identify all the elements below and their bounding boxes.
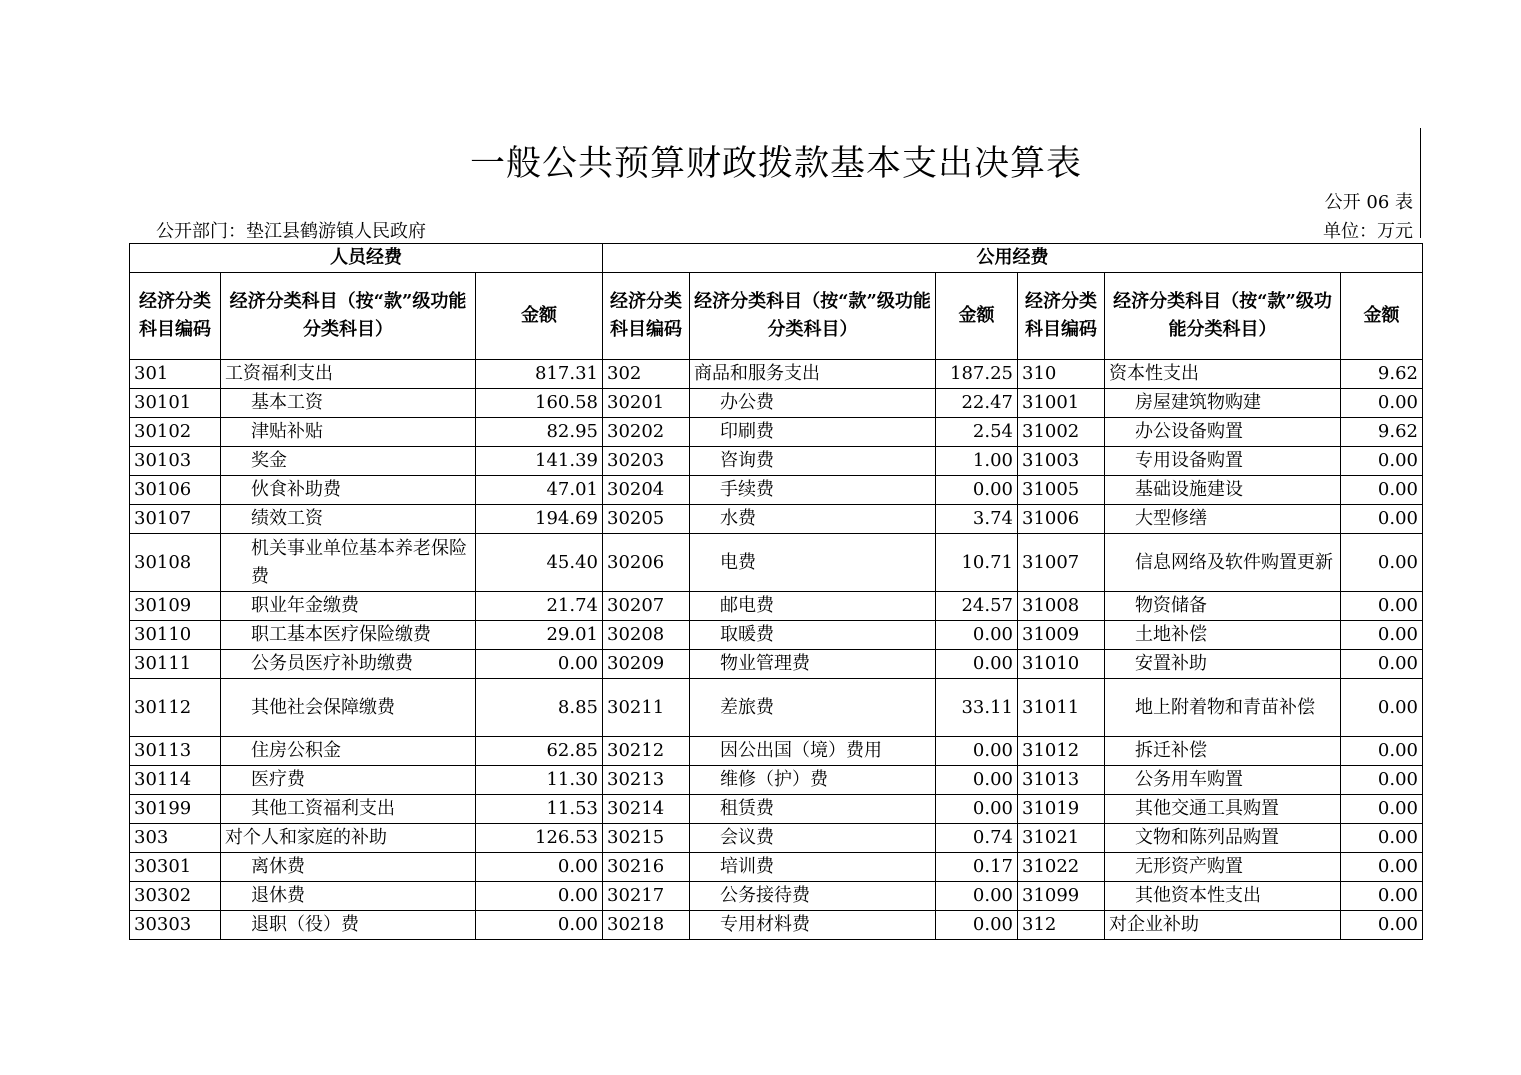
code-cell: 30215: [603, 824, 690, 853]
code-cell: 312: [1018, 911, 1105, 940]
amount-cell: 0.00: [936, 911, 1018, 940]
amount-cell: 0.00: [1341, 505, 1423, 534]
code-cell: 30211: [603, 679, 690, 737]
amount-cell: 22.47: [936, 389, 1018, 418]
amount-cell: 0.00: [936, 737, 1018, 766]
amount-cell: 0.00: [1341, 737, 1423, 766]
code-cell: 30111: [130, 650, 221, 679]
table-row: [130, 360, 1423, 389]
amount-cell: 0.00: [1341, 766, 1423, 795]
code-cell: 30107: [130, 505, 221, 534]
table-row: [130, 476, 1423, 505]
table-row: [130, 447, 1423, 476]
amount-cell: 0.00: [1341, 476, 1423, 505]
code-cell: 30212: [603, 737, 690, 766]
amount-cell: 0.00: [476, 650, 603, 679]
table-row: [130, 766, 1423, 795]
amount-cell: 29.01: [476, 621, 603, 650]
amount-cell: 187.25: [936, 360, 1018, 389]
code-cell: 30214: [603, 795, 690, 824]
code-cell: 30209: [603, 650, 690, 679]
amount-cell: 0.00: [476, 882, 603, 911]
name-cell: 办公费: [690, 389, 936, 418]
name-cell: 职工基本医疗保险缴费: [221, 621, 476, 650]
name-cell: 办公设备购置: [1105, 418, 1341, 447]
name-cell: 大型修缮: [1105, 505, 1341, 534]
amount-cell: 0.00: [1341, 534, 1423, 592]
unit-label: 单位：万元: [1323, 221, 1413, 242]
name-cell: 住房公积金: [221, 737, 476, 766]
name-cell: 职业年金缴费: [221, 592, 476, 621]
code-cell: 301: [130, 360, 221, 389]
code-cell: 31008: [1018, 592, 1105, 621]
name-cell: 水费: [690, 505, 936, 534]
name-cell: 手续费: [690, 476, 936, 505]
code-cell: 31007: [1018, 534, 1105, 592]
name-cell: 咨询费: [690, 447, 936, 476]
name-cell: 离休费: [221, 853, 476, 882]
name-cell: 奖金: [221, 447, 476, 476]
amount-cell: 160.58: [476, 389, 603, 418]
name-cell: 安置补助: [1105, 650, 1341, 679]
name-cell: 物业管理费: [690, 650, 936, 679]
amount-cell: 45.40: [476, 534, 603, 592]
amount-cell: 0.00: [476, 911, 603, 940]
amount-cell: 0.00: [1341, 795, 1423, 824]
code-cell: 31019: [1018, 795, 1105, 824]
name-cell: 拆迁补偿: [1105, 737, 1341, 766]
code-cell: 30207: [603, 592, 690, 621]
table-row: [130, 679, 1423, 737]
name-cell: 公务接待费: [690, 882, 936, 911]
table-row: [130, 505, 1423, 534]
code-cell: 30114: [130, 766, 221, 795]
table-row: [130, 795, 1423, 824]
amount-cell: 817.31: [476, 360, 603, 389]
code-cell: 30113: [130, 737, 221, 766]
amount-cell: 0.00: [1341, 882, 1423, 911]
name-cell: 培训费: [690, 853, 936, 882]
name-cell: 伙食补助费: [221, 476, 476, 505]
amount-cell: 0.00: [936, 795, 1018, 824]
name-cell: 取暖费: [690, 621, 936, 650]
name-cell: 无形资产购置: [1105, 853, 1341, 882]
code-cell: 31010: [1018, 650, 1105, 679]
table-row: [130, 534, 1423, 592]
amount-cell: 82.95: [476, 418, 603, 447]
code-cell: 31009: [1018, 621, 1105, 650]
code-cell: 31012: [1018, 737, 1105, 766]
code-cell: 30203: [603, 447, 690, 476]
code-cell: 31022: [1018, 853, 1105, 882]
table-row: [130, 824, 1423, 853]
amount-cell: 3.74: [936, 505, 1018, 534]
name-cell: 信息网络及软件购置更新: [1105, 534, 1341, 592]
col-header-code: 经济分类科目编码: [1018, 273, 1105, 360]
name-cell: 基础设施建设: [1105, 476, 1341, 505]
col-header-code: 经济分类科目编码: [130, 273, 221, 360]
amount-cell: 0.00: [936, 650, 1018, 679]
amount-cell: 8.85: [476, 679, 603, 737]
code-cell: 30205: [603, 505, 690, 534]
name-cell: 对企业补助: [1105, 911, 1341, 940]
form-number: 公开 06 表: [1324, 192, 1413, 213]
name-cell: 印刷费: [690, 418, 936, 447]
code-cell: 302: [603, 360, 690, 389]
table-row: [130, 621, 1423, 650]
code-cell: 30302: [130, 882, 221, 911]
amount-cell: 0.00: [1341, 650, 1423, 679]
code-cell: 31003: [1018, 447, 1105, 476]
name-cell: 土地补偿: [1105, 621, 1341, 650]
amount-cell: 10.71: [936, 534, 1018, 592]
code-cell: 30102: [130, 418, 221, 447]
col-header-amount: 金额: [476, 273, 603, 360]
table-row: [130, 592, 1423, 621]
amount-cell: 11.30: [476, 766, 603, 795]
amount-cell: 0.00: [936, 882, 1018, 911]
amount-cell: 0.17: [936, 853, 1018, 882]
amount-cell: 126.53: [476, 824, 603, 853]
code-cell: 30208: [603, 621, 690, 650]
code-cell: 30213: [603, 766, 690, 795]
code-cell: 30204: [603, 476, 690, 505]
col-header-code: 经济分类科目编码: [603, 273, 690, 360]
col-header-name: 经济分类科目（按“款”级功能分类科目）: [690, 273, 936, 360]
table-row: [130, 911, 1423, 940]
code-cell: 30101: [130, 389, 221, 418]
code-cell: 30218: [603, 911, 690, 940]
name-cell: 资本性支出: [1105, 360, 1341, 389]
name-cell: 退职（役）费: [221, 911, 476, 940]
expenditure-table: [129, 243, 1423, 940]
code-cell: 31013: [1018, 766, 1105, 795]
amount-cell: 0.00: [936, 476, 1018, 505]
name-cell: 其他资本性支出: [1105, 882, 1341, 911]
amount-cell: 0.00: [476, 853, 603, 882]
col-header-amount: 金额: [936, 273, 1018, 360]
amount-cell: 0.00: [1341, 853, 1423, 882]
name-cell: 会议费: [690, 824, 936, 853]
code-cell: 31021: [1018, 824, 1105, 853]
amount-cell: 33.11: [936, 679, 1018, 737]
amount-cell: 9.62: [1341, 360, 1423, 389]
amount-cell: 9.62: [1341, 418, 1423, 447]
table-row: [130, 389, 1423, 418]
amount-cell: 11.53: [476, 795, 603, 824]
amount-cell: 0.00: [936, 621, 1018, 650]
name-cell: 文物和陈列品购置: [1105, 824, 1341, 853]
code-cell: 31099: [1018, 882, 1105, 911]
amount-cell: 0.00: [1341, 389, 1423, 418]
page-title: 一般公共预算财政拨款基本支出决算表: [469, 144, 1082, 184]
name-cell: 其他工资福利支出: [221, 795, 476, 824]
code-cell: 31005: [1018, 476, 1105, 505]
name-cell: 基本工资: [221, 389, 476, 418]
name-cell: 物资储备: [1105, 592, 1341, 621]
code-cell: 30206: [603, 534, 690, 592]
name-cell: 对个人和家庭的补助: [221, 824, 476, 853]
name-cell: 差旅费: [690, 679, 936, 737]
name-cell: 其他社会保障缴费: [221, 679, 476, 737]
code-cell: 30106: [130, 476, 221, 505]
code-cell: 30201: [603, 389, 690, 418]
code-cell: 30110: [130, 621, 221, 650]
name-cell: 其他交通工具购置: [1105, 795, 1341, 824]
code-cell: 31001: [1018, 389, 1105, 418]
code-cell: 31002: [1018, 418, 1105, 447]
amount-cell: 0.00: [1341, 911, 1423, 940]
amount-cell: 21.74: [476, 592, 603, 621]
col-header-amount: 金额: [1341, 273, 1423, 360]
code-cell: 31011: [1018, 679, 1105, 737]
group-header-row: [130, 244, 1423, 273]
code-cell: 31006: [1018, 505, 1105, 534]
col-header-name: 经济分类科目（按“款”级功能分类科目）: [1105, 273, 1341, 360]
amount-cell: 47.01: [476, 476, 603, 505]
col-header-name: 经济分类科目（按“款”级功能分类科目）: [221, 273, 476, 360]
code-cell: 30202: [603, 418, 690, 447]
name-cell: 公务用车购置: [1105, 766, 1341, 795]
name-cell: 商品和服务支出: [690, 360, 936, 389]
code-cell: 30103: [130, 447, 221, 476]
name-cell: 维修（护）费: [690, 766, 936, 795]
code-cell: 30216: [603, 853, 690, 882]
amount-cell: 0.00: [1341, 447, 1423, 476]
code-cell: 30199: [130, 795, 221, 824]
name-cell: 津贴补贴: [221, 418, 476, 447]
amount-cell: 1.00: [936, 447, 1018, 476]
name-cell: 电费: [690, 534, 936, 592]
amount-cell: 0.00: [1341, 679, 1423, 737]
name-cell: 医疗费: [221, 766, 476, 795]
table-row: [130, 737, 1423, 766]
amount-cell: 0.00: [1341, 592, 1423, 621]
code-cell: 30303: [130, 911, 221, 940]
amount-cell: 141.39: [476, 447, 603, 476]
personnel-group-header: 人员经费: [130, 244, 603, 273]
table-row: [130, 853, 1423, 882]
name-cell: 绩效工资: [221, 505, 476, 534]
name-cell: 房屋建筑物购建: [1105, 389, 1341, 418]
amount-cell: 62.85: [476, 737, 603, 766]
name-cell: 工资福利支出: [221, 360, 476, 389]
table-row: [130, 650, 1423, 679]
department-label: 公开部门：垫江县鹤游镇人民政府: [156, 221, 426, 242]
code-cell: 30301: [130, 853, 221, 882]
amount-cell: 194.69: [476, 505, 603, 534]
amount-cell: 0.00: [1341, 621, 1423, 650]
code-cell: 30217: [603, 882, 690, 911]
name-cell: 地上附着物和青苗补偿: [1105, 679, 1341, 737]
public-group-header: 公用经费: [603, 244, 1423, 273]
table-row: [130, 418, 1423, 447]
code-cell: 30109: [130, 592, 221, 621]
code-cell: 30112: [130, 679, 221, 737]
amount-cell: 24.57: [936, 592, 1018, 621]
table-row: [130, 882, 1423, 911]
name-cell: 专用设备购置: [1105, 447, 1341, 476]
name-cell: 邮电费: [690, 592, 936, 621]
code-cell: 30108: [130, 534, 221, 592]
amount-cell: 0.00: [936, 766, 1018, 795]
name-cell: 退休费: [221, 882, 476, 911]
name-cell: 租赁费: [690, 795, 936, 824]
code-cell: 310: [1018, 360, 1105, 389]
name-cell: 机关事业单位基本养老保险费: [221, 534, 476, 592]
name-cell: 专用材料费: [690, 911, 936, 940]
amount-cell: 0.00: [1341, 824, 1423, 853]
amount-cell: 0.74: [936, 824, 1018, 853]
code-cell: 303: [130, 824, 221, 853]
amount-cell: 2.54: [936, 418, 1018, 447]
name-cell: 公务员医疗补助缴费: [221, 650, 476, 679]
column-header-row: [130, 273, 1423, 360]
name-cell: 因公出国（境）费用: [690, 737, 936, 766]
